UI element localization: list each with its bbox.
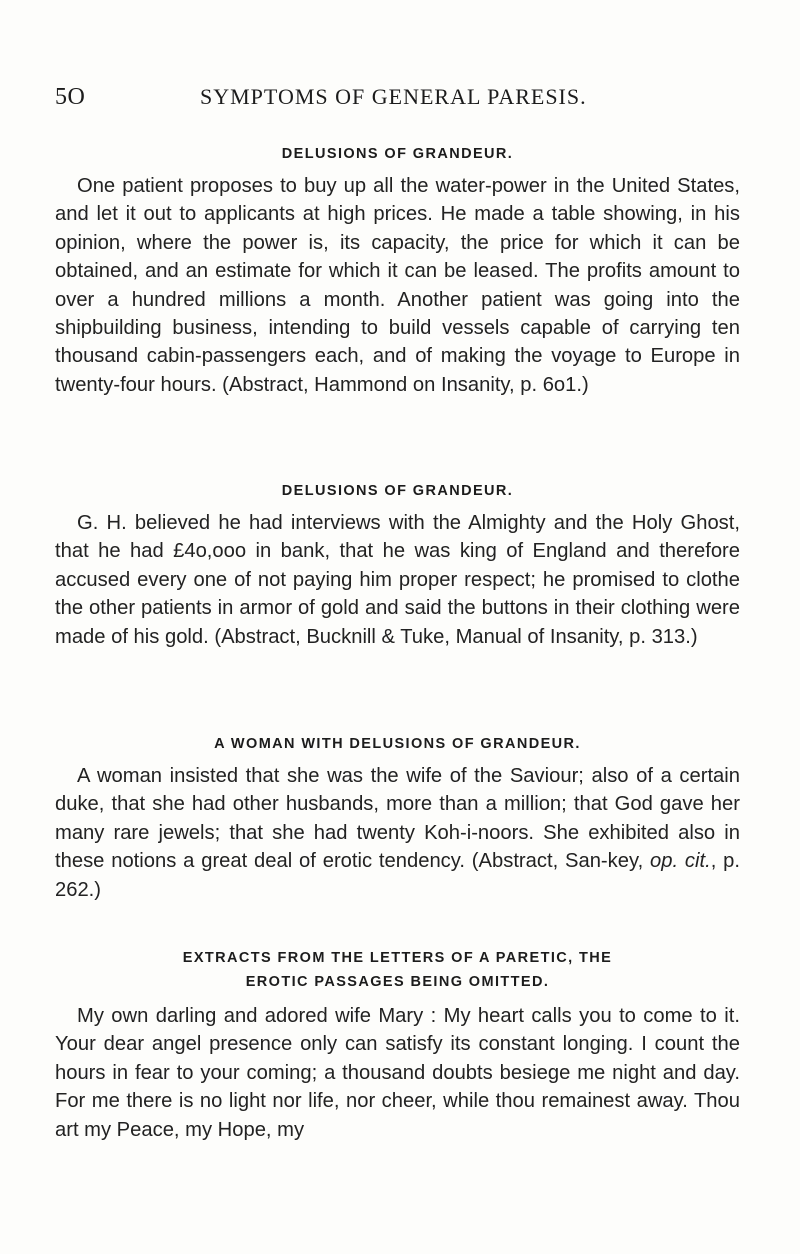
section-woman-delusions <box>55 736 740 904</box>
section-heading <box>55 946 740 994</box>
section-heading: DELUSIONS OF GRANDEUR. <box>281 146 514 162</box>
running-title: SYMPTOMS OF GENERAL PARESIS. <box>200 84 587 109</box>
page-number: 5O <box>55 84 86 110</box>
section-paragraph: My own darling and adored wife Mary : My heart calls you to come to it. Your dear angel presence only can satisfy its constant longing. I count the hours in fear to your coming; a thousand doubts besiege me night and day. For me there is no light nor life, nor cheer, while thou remainest away. Thou art my Peace, my Hope, my <box>55 1005 740 1141</box>
section-paragraph: G. H. believed he had interviews with the Almighty and the Holy Ghost, that he had £4o,ooo in bank, that he was king of England and therefore accused every one of not paying him proper respect; he promised to clothe the other patients in armor of gold and said the buttons in their clothing were made of his gold. (Abstract, Bucknill & Tuke, Manual of Insanity, p. 313.) <box>55 512 740 648</box>
heading-line-1: EXTRACTS FROM THE LETTERS OF A PARETIC, THE <box>182 950 613 966</box>
running-head <box>55 84 740 116</box>
section-delusions-2 <box>55 483 740 651</box>
section-heading: DELUSIONS OF GRANDEUR. <box>281 483 514 499</box>
paragraph-text: A woman insisted that she was the wife of the Saviour; also of a certain duke, that she had other husbands, more than a million; that God gave her many rare jewels; that she had twenty Koh-i-noors. She exhibited also in these notions a great deal of erotic tendency. (Abstract, San-key, <box>55 765 740 873</box>
section-extracts <box>55 946 740 1144</box>
heading-line-2: EROTIC PASSAGES BEING OMITTED. <box>245 974 550 990</box>
italic-citation: op. cit. <box>650 850 711 873</box>
section-delusions-1 <box>55 146 740 399</box>
section-paragraph <box>55 762 740 904</box>
paragraph-text-end: , p. 262.) <box>55 850 741 901</box>
section-paragraph: One patient proposes to buy up all the water-power in the United States, and let it out to applicants at high prices. He made a table showing, in his opinion, where the power is, its capacity, the price for which it can be obtained, and an estimate for which it can be leased. The profits amount to over a hundred millions a month. Another patient was going into the shipbuilding business, intending to build vessels capable of carrying ten thousand cabin-passengers each, and of making the voyage to Europe in twenty-four hours. (Abstract, Hammond on Insanity, p. 6o1.) <box>55 175 740 396</box>
section-heading: A WOMAN WITH DELUSIONS OF GRANDEUR. <box>214 736 581 752</box>
